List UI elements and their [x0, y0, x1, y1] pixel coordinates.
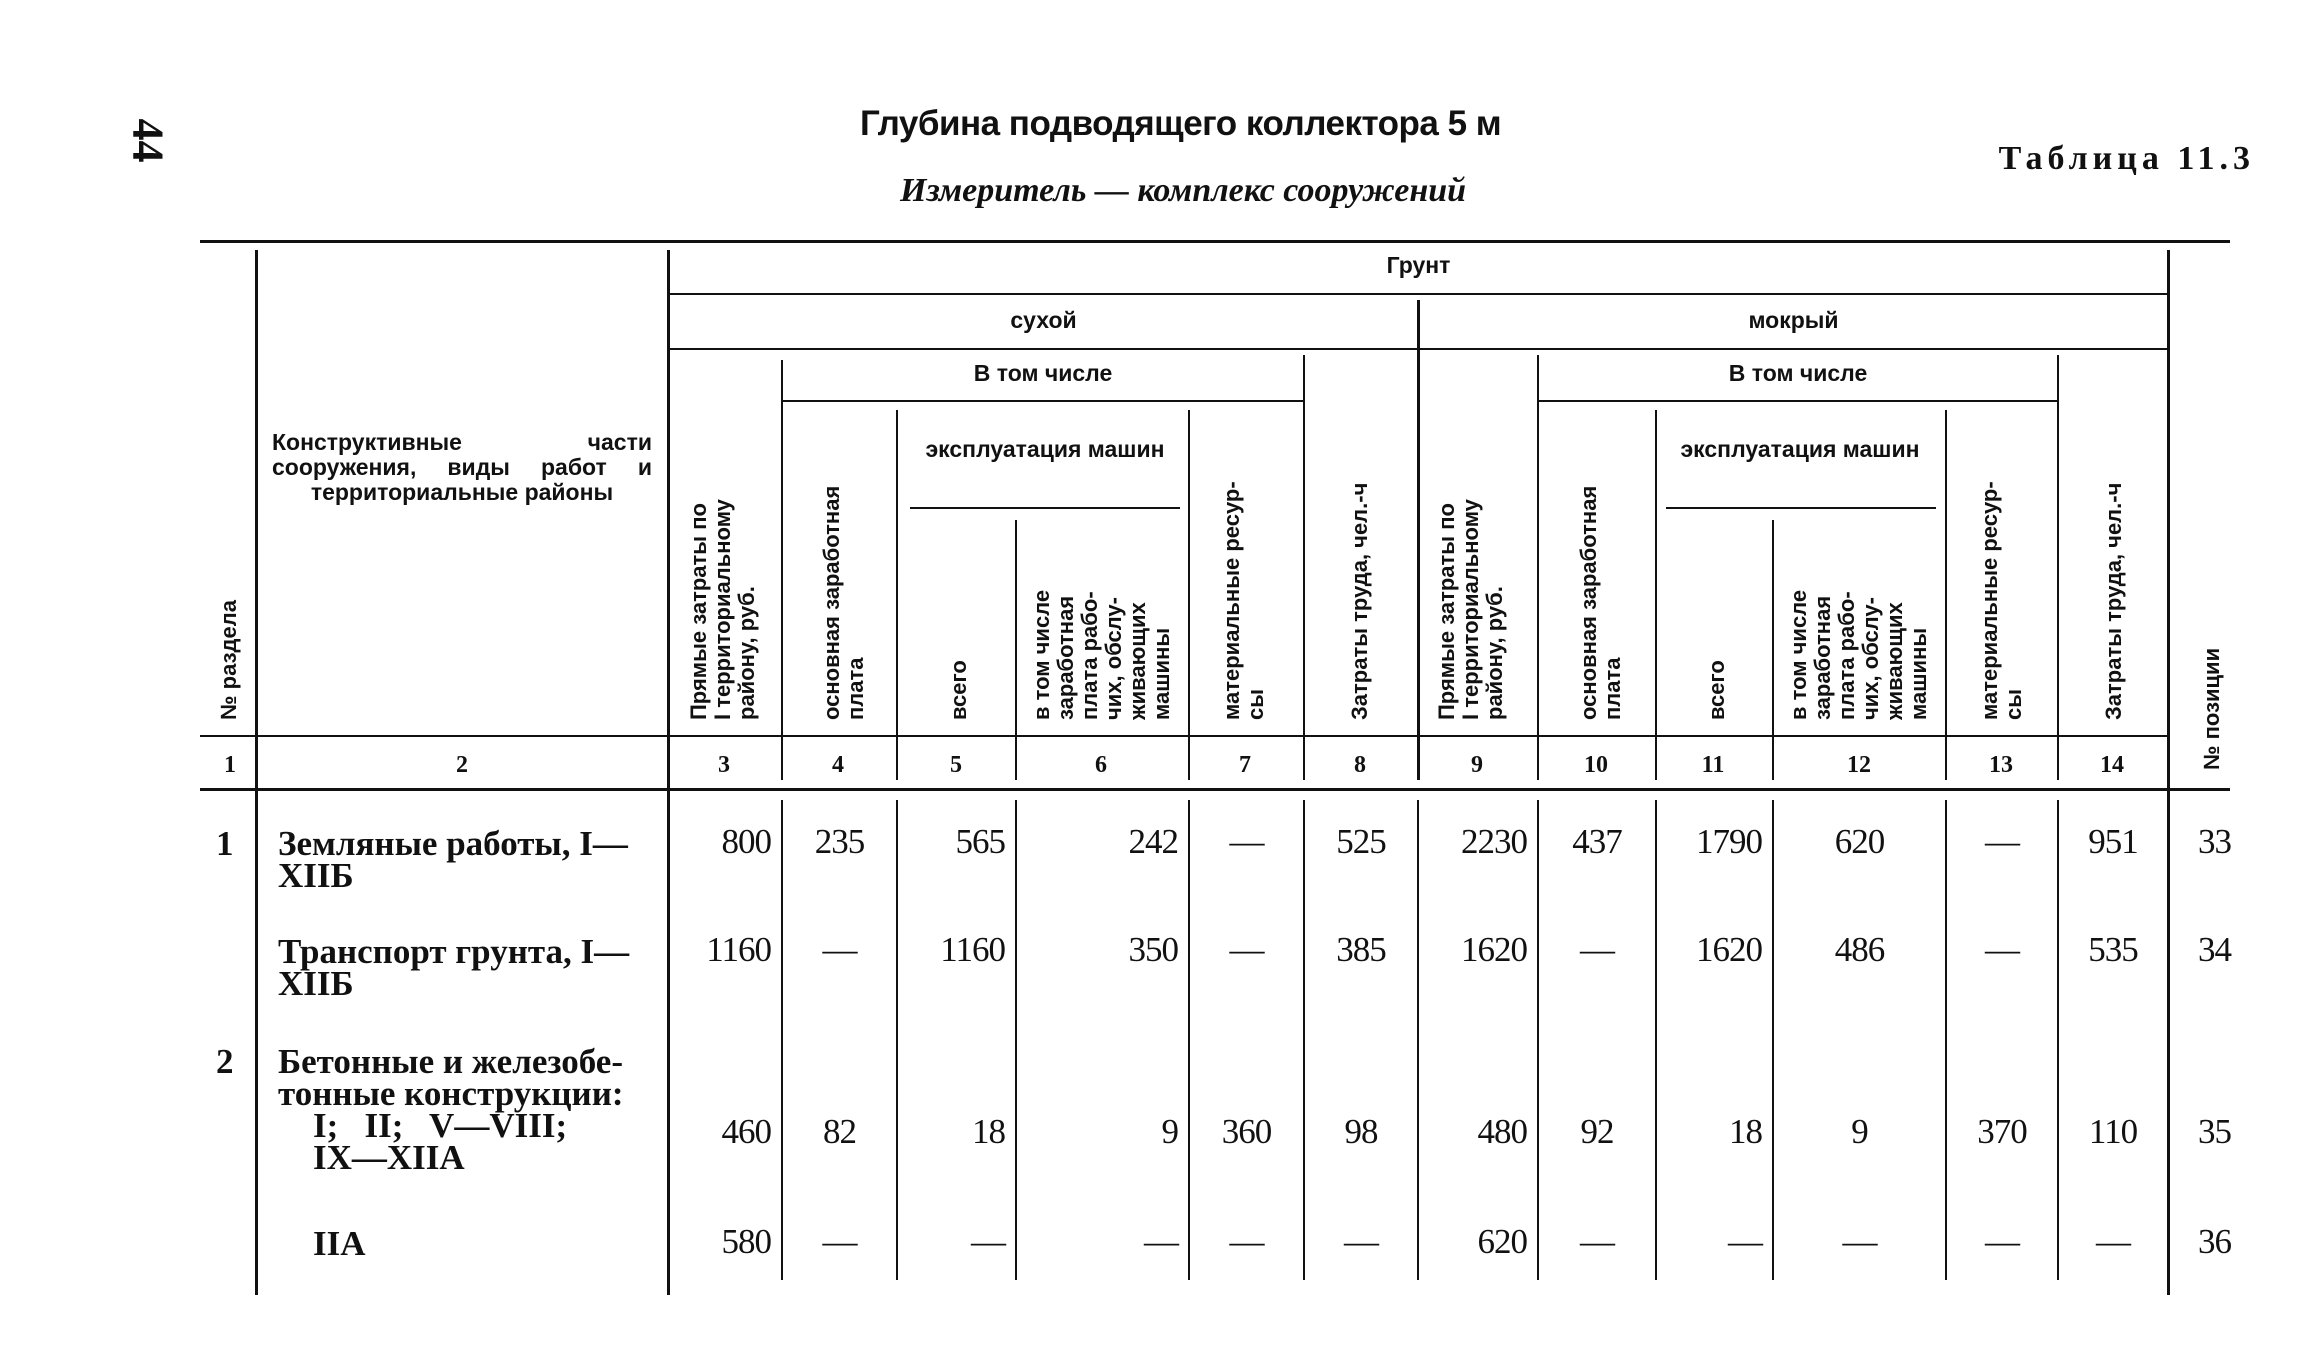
divider [781, 360, 783, 780]
table-cell: 580 [721, 1222, 771, 1261]
table-cell: 620 [1834, 822, 1885, 861]
column-number: 2 [456, 752, 468, 778]
table-cell: 620 [1477, 1222, 1527, 1261]
header-bottom-rule [200, 788, 2230, 791]
header-wet: мокрый [1748, 307, 1839, 333]
page-title: Глубина подводящего коллектора 5 м [860, 104, 1502, 143]
header-base-wage-wet: основная заработная плата [1576, 485, 1625, 720]
header-total-dry: всего [946, 660, 971, 720]
header-section-no: № раздела [216, 600, 241, 720]
divider [1188, 800, 1190, 1280]
header-position-no: № позиции [2199, 647, 2224, 770]
header-labor-wet: Затраты труда, чел.-ч [2101, 482, 2126, 720]
column-number: 5 [950, 752, 962, 778]
table-label: Таблица 11.3 [1998, 140, 2255, 177]
divider [896, 410, 898, 780]
divider [200, 735, 2170, 737]
column-number: 13 [1989, 752, 2013, 778]
column-number: 11 [1701, 752, 1725, 778]
divider [1655, 410, 1657, 780]
header-dry: сухой [1010, 307, 1077, 333]
header-materials-dry: материальные ресур- сы [1219, 481, 1268, 720]
position-number: 33 [2198, 822, 2231, 861]
header-materials-wet: материальные ресур- сы [1977, 481, 2026, 720]
table-cell: — [1229, 822, 1264, 861]
table-cell: 525 [1336, 822, 1386, 861]
section-number: 2 [216, 1042, 234, 1081]
table-cell: 1620 [1461, 930, 1527, 969]
header-total-wet: всего [1704, 660, 1729, 720]
column-number: 10 [1584, 752, 1608, 778]
divider [1303, 355, 1305, 780]
table-cell: 486 [1834, 930, 1885, 969]
table-cell: — [1229, 1222, 1264, 1261]
table-cell: 1160 [706, 930, 771, 969]
divider [1417, 300, 1420, 780]
table-cell: 565 [955, 822, 1005, 861]
header-direct-costs-dry: Прямые затраты по I территориальному району, руб. [686, 499, 759, 720]
table-cell: 18 [972, 1112, 1005, 1151]
divider [1015, 800, 1017, 1280]
table-cell: 480 [1477, 1112, 1527, 1151]
table-cell: 350 [1128, 930, 1178, 969]
table-cell: 92 [1580, 1112, 1614, 1151]
column-number: 3 [718, 752, 730, 778]
header-base-wage-dry: основная заработная плата [819, 485, 868, 720]
table-cell: — [1985, 930, 2019, 969]
table-cell: — [1580, 930, 1614, 969]
table-cell: 242 [1128, 822, 1178, 861]
divider [896, 800, 898, 1280]
header-machine-wage-wet: в том числе заработная плата рабо- чих, обслу- живающих машины [1786, 589, 1931, 720]
table-cell: — [971, 1222, 1005, 1261]
table-cell: — [822, 930, 857, 969]
table-cell: — [2096, 1222, 2130, 1261]
divider [1666, 507, 1936, 509]
header-including-wet: В том числе [1728, 360, 1868, 386]
position-number: 34 [2198, 930, 2231, 969]
table-cell: 800 [721, 822, 771, 861]
table-cell: — [1985, 822, 2019, 861]
table-cell: 2230 [1461, 822, 1527, 861]
divider [1945, 410, 1947, 780]
header-machine-wage-dry: в том числе заработная плата рабо- чих, обслу- живающих машины [1029, 589, 1174, 720]
divider [670, 293, 2167, 295]
divider [670, 348, 2167, 350]
divider [2057, 800, 2059, 1280]
divider [1772, 800, 1774, 1280]
table-cell: 370 [1977, 1112, 2027, 1151]
table-subtitle: Измеритель — комплекс сооружений [900, 172, 1467, 209]
row-description: Земляные работы, I— XIIБ [278, 824, 628, 895]
divider [1539, 400, 2057, 402]
table-cell: 235 [814, 822, 865, 861]
table-cell: 9 [1851, 1112, 1868, 1151]
column-number: 1 [224, 752, 236, 778]
table-cell: 18 [1729, 1112, 1762, 1151]
header-machine-op-dry: эксплуатация машин [925, 436, 1165, 462]
table-cell: — [1842, 1222, 1877, 1261]
column-number: 9 [1471, 752, 1483, 778]
divider [1772, 520, 1774, 780]
column-number: 12 [1847, 752, 1871, 778]
divider [1417, 800, 1419, 1280]
table-cell: 110 [2088, 1112, 2138, 1151]
table-cell: 360 [1221, 1112, 1272, 1151]
header-including-dry: В том числе [973, 360, 1113, 386]
table-cell: — [1728, 1222, 1762, 1261]
row-description: Бетонные и железобе- тонные конструкции: I; II; V—VIII; IX—XIIA [278, 1042, 624, 1177]
divider [1303, 800, 1305, 1280]
divider [1537, 800, 1539, 1280]
table-cell: 9 [1161, 1112, 1178, 1151]
table-cell: 385 [1336, 930, 1386, 969]
column-number: 6 [1095, 752, 1107, 778]
table-cell: 98 [1344, 1112, 1378, 1151]
page-number: 44 [123, 118, 173, 163]
divider [1015, 520, 1017, 780]
top-rule [200, 240, 2230, 243]
table-cell: — [1985, 1222, 2019, 1261]
divider [667, 250, 670, 1295]
position-number: 35 [2198, 1112, 2231, 1151]
column-number: 4 [832, 752, 844, 778]
table-cell: 1790 [1696, 822, 1762, 861]
table-cell: — [1580, 1222, 1614, 1261]
header-machine-op-wet: эксплуатация машин [1680, 436, 1920, 462]
table-cell: — [822, 1222, 857, 1261]
header-labor-dry: Затраты труда, чел.-ч [1347, 482, 1372, 720]
divider [2167, 250, 2170, 1295]
table-cell: 1160 [940, 930, 1005, 969]
table-cell: 535 [2088, 930, 2138, 969]
table-cell: 437 [1572, 822, 1622, 861]
divider [781, 800, 783, 1280]
divider [783, 400, 1303, 402]
table-cell: 82 [823, 1112, 856, 1151]
column-number: 7 [1239, 752, 1251, 778]
divider [1537, 355, 1539, 780]
table-cell: — [1344, 1222, 1378, 1261]
table-cell: 1620 [1696, 930, 1762, 969]
divider [1188, 410, 1190, 780]
column-number: 14 [2100, 752, 2124, 778]
divider [1945, 800, 1947, 1280]
divider [2057, 355, 2059, 780]
position-number: 36 [2198, 1222, 2231, 1261]
table-cell: — [1229, 930, 1264, 969]
header-grunt: Грунт [1386, 252, 1451, 278]
row-description: IIA [278, 1224, 366, 1263]
table-cell: 460 [721, 1112, 771, 1151]
header-parts: Конструктивные части сооружения, виды работ и территориальные районы [272, 429, 652, 505]
header-direct-costs-wet: Прямые затраты по I территориальному району, руб. [1434, 499, 1507, 720]
section-number: 1 [216, 824, 234, 863]
table-cell: 951 [2088, 822, 2138, 861]
divider [1655, 800, 1657, 1280]
table-cell: — [1144, 1222, 1178, 1261]
row-description: Транспорт грунта, I— XIIБ [278, 932, 630, 1003]
divider [910, 507, 1180, 509]
column-number: 8 [1354, 752, 1366, 778]
